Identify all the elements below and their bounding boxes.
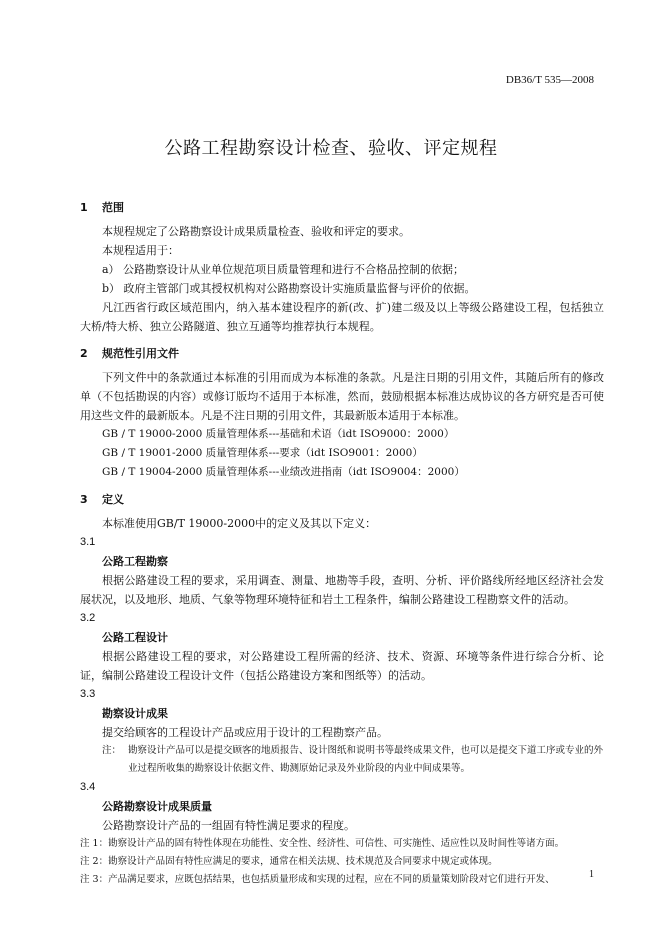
clause-number: 3.1 [80, 536, 96, 548]
section-number: 3 [80, 493, 88, 506]
paragraph: 本规程适用于： [102, 244, 179, 257]
reference-item: GB / T 19004-2000 质量管理体系---业绩改进指南（idt ISO9004：2000） [102, 466, 465, 478]
clause-number: 3.2 [80, 612, 96, 624]
clause-number: 3.4 [80, 781, 96, 793]
list-item: b） 政府主管部门或其授权机构对公路勘察设计实施质量监督与评价的依据。 [102, 282, 476, 295]
list-item: a） 公路勘察设计从业单位规范项目质量管理和进行不合格品控制的依据； [102, 263, 465, 276]
note-text: 勘察设计产品可以是提交顾客的地质报告、设计图纸和说明书等最终成果文件，也可以是提交下道工序或专业的外业过程所收集的勘察设计依据文件、勘测原始记录及外业阶段的内业中间成果等。 [128, 745, 604, 774]
note [80, 742, 604, 778]
section-heading-scope [80, 198, 604, 217]
section-heading-definitions [80, 490, 604, 509]
term-title: 公路勘察设计成果质量 [102, 800, 212, 813]
section-title: 规范性引用文件 [102, 347, 179, 360]
term-definition: 根据公路建设工程的要求，对公路建设工程所需的经济、技术、资源、环境等条件进行综合分析、论证，编制公路建设工程设计文件（包括公路建设方案和图纸等）的活动。 [80, 650, 604, 682]
note: 注 3：产品满足要求，应既包括结果，也包括质量形成和实现的过程，应在不同的质量策划阶段对它们进行开发、 [80, 874, 555, 885]
reference-item: GB / T 19000-2000 质量管理体系---基础和术语（idt ISO9000：2000） [102, 428, 455, 440]
document-body [80, 190, 604, 889]
section-number: 2 [80, 347, 88, 360]
section-heading-normative-references [80, 344, 604, 363]
section-title: 范围 [102, 201, 124, 214]
document-title: 公路工程勘察设计检查、验收、评定规程 [164, 138, 498, 159]
term-definition: 根据公路建设工程的要求，采用调查、测量、地勘等手段，查明、分析、评价路线所经地区经济社会发展状况，以及地形、地质、气象等物理环境特征和岩土工程条件，编制公路建设工程勘察文件的活动。 [80, 574, 604, 606]
note-label: 注： [102, 745, 122, 756]
paragraph: 凡江西省行政区域范围内，纳入基本建设程序的新(改、扩)建二级及以上等级公路建设工程，包括独立大桥/特大桥、独立公路隧道、独立互通等均推荐执行本规程。 [80, 301, 604, 333]
term-title: 公路工程勘察 [102, 555, 168, 568]
term-definition: 提交给顾客的工程设计产品或应用于设计的工程勘察产品。 [102, 726, 388, 739]
paragraph: 下列文件中的条款通过本标准的引用而成为本标准的条款。凡是注日期的引用文件，其随后所有的修改单（不包括勘误的内容）或修订版均不适用于本标准，然而，鼓励根据本标准达成协议的各方研究是否可使用这些文件的最新版本。凡是不注日期的引用文件，其最新版本适用于本标准。 [80, 371, 604, 422]
section-number: 1 [80, 201, 88, 214]
standard-code: DB36/T 535—2008 [505, 74, 594, 86]
paragraph: 本标准使用GB/T 19000-2000中的定义及其以下定义： [102, 517, 377, 530]
reference-item: GB / T 19001-2000 质量管理体系---要求（idt ISO9001：2000） [102, 447, 423, 459]
term-title: 公路工程设计 [102, 631, 168, 644]
page-number: 1 [589, 869, 594, 880]
note: 注 1：勘察设计产品的固有特性体现在功能性、安全性、经济性、可信性、可实施性、适应性以及时间性等诸方面。 [80, 838, 565, 849]
term-title: 勘察设计成果 [102, 707, 168, 720]
clause-number: 3.3 [80, 688, 96, 700]
paragraph: 本规程规定了公路勘察设计成果质量检查、验收和评定的要求。 [102, 225, 410, 238]
section-title: 定义 [102, 493, 124, 506]
note: 注 2：勘察设计产品固有特性应满足的要求，通常在相关法规、技术规范及合同要求中规定或体现。 [80, 856, 498, 867]
term-definition: 公路勘察设计产品的一组固有特性满足要求的程度。 [102, 819, 355, 832]
